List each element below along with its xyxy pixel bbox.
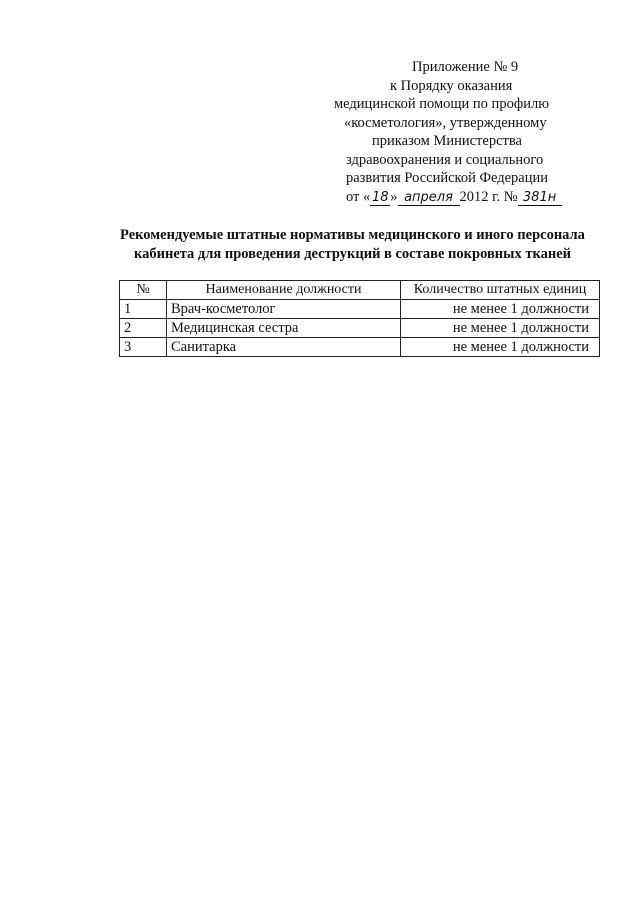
row-position: Врач-косметолог xyxy=(167,300,401,319)
row-position: Медицинская сестра xyxy=(167,319,401,338)
order-date-line xyxy=(330,188,620,207)
row-number: 2 xyxy=(120,319,167,338)
table-row xyxy=(120,300,600,319)
row-number: 3 xyxy=(120,338,167,357)
handwritten-order-number: 381н xyxy=(518,191,562,206)
title-line-2: кабинета для проведения деструкций в составе покровных тканей xyxy=(133,246,572,262)
date-prefix: от « xyxy=(346,188,371,205)
row-quantity: не менее 1 должности xyxy=(401,319,600,338)
appendix-line: приказом Министерства xyxy=(372,133,522,149)
appendix-header xyxy=(330,58,620,206)
appendix-line: к Порядку оказания xyxy=(390,77,513,94)
header-number: № xyxy=(120,281,167,300)
table-header-row xyxy=(120,281,600,300)
appendix-line: медицинской помощи по профилю xyxy=(334,96,550,112)
appendix-line: здравоохранения и социального xyxy=(346,151,544,168)
appendix-line: «косметология», утвержденному xyxy=(344,114,547,131)
header-position: Наименование должности xyxy=(167,281,401,300)
header-quantity: Количество штатных единиц xyxy=(401,281,600,300)
title-line-1: Рекомендуемые штатные нормативы медицинского и иного персонала xyxy=(120,227,585,243)
staffing-table xyxy=(119,280,600,357)
table-row xyxy=(120,338,600,357)
appendix-number: Приложение № 9 xyxy=(412,59,519,75)
table-row xyxy=(120,319,600,338)
date-mid: » xyxy=(390,188,398,205)
appendix-line: развития Российской Федерации xyxy=(346,170,548,186)
document-title xyxy=(95,226,610,264)
handwritten-month: апреля xyxy=(398,191,460,206)
row-number: 1 xyxy=(120,300,167,319)
order-year: 2012 г. № xyxy=(459,188,518,205)
row-quantity: не менее 1 должности xyxy=(401,338,600,357)
row-position: Санитарка xyxy=(167,338,401,357)
handwritten-day: 18 xyxy=(372,189,389,205)
row-quantity: не менее 1 должности xyxy=(401,300,600,319)
